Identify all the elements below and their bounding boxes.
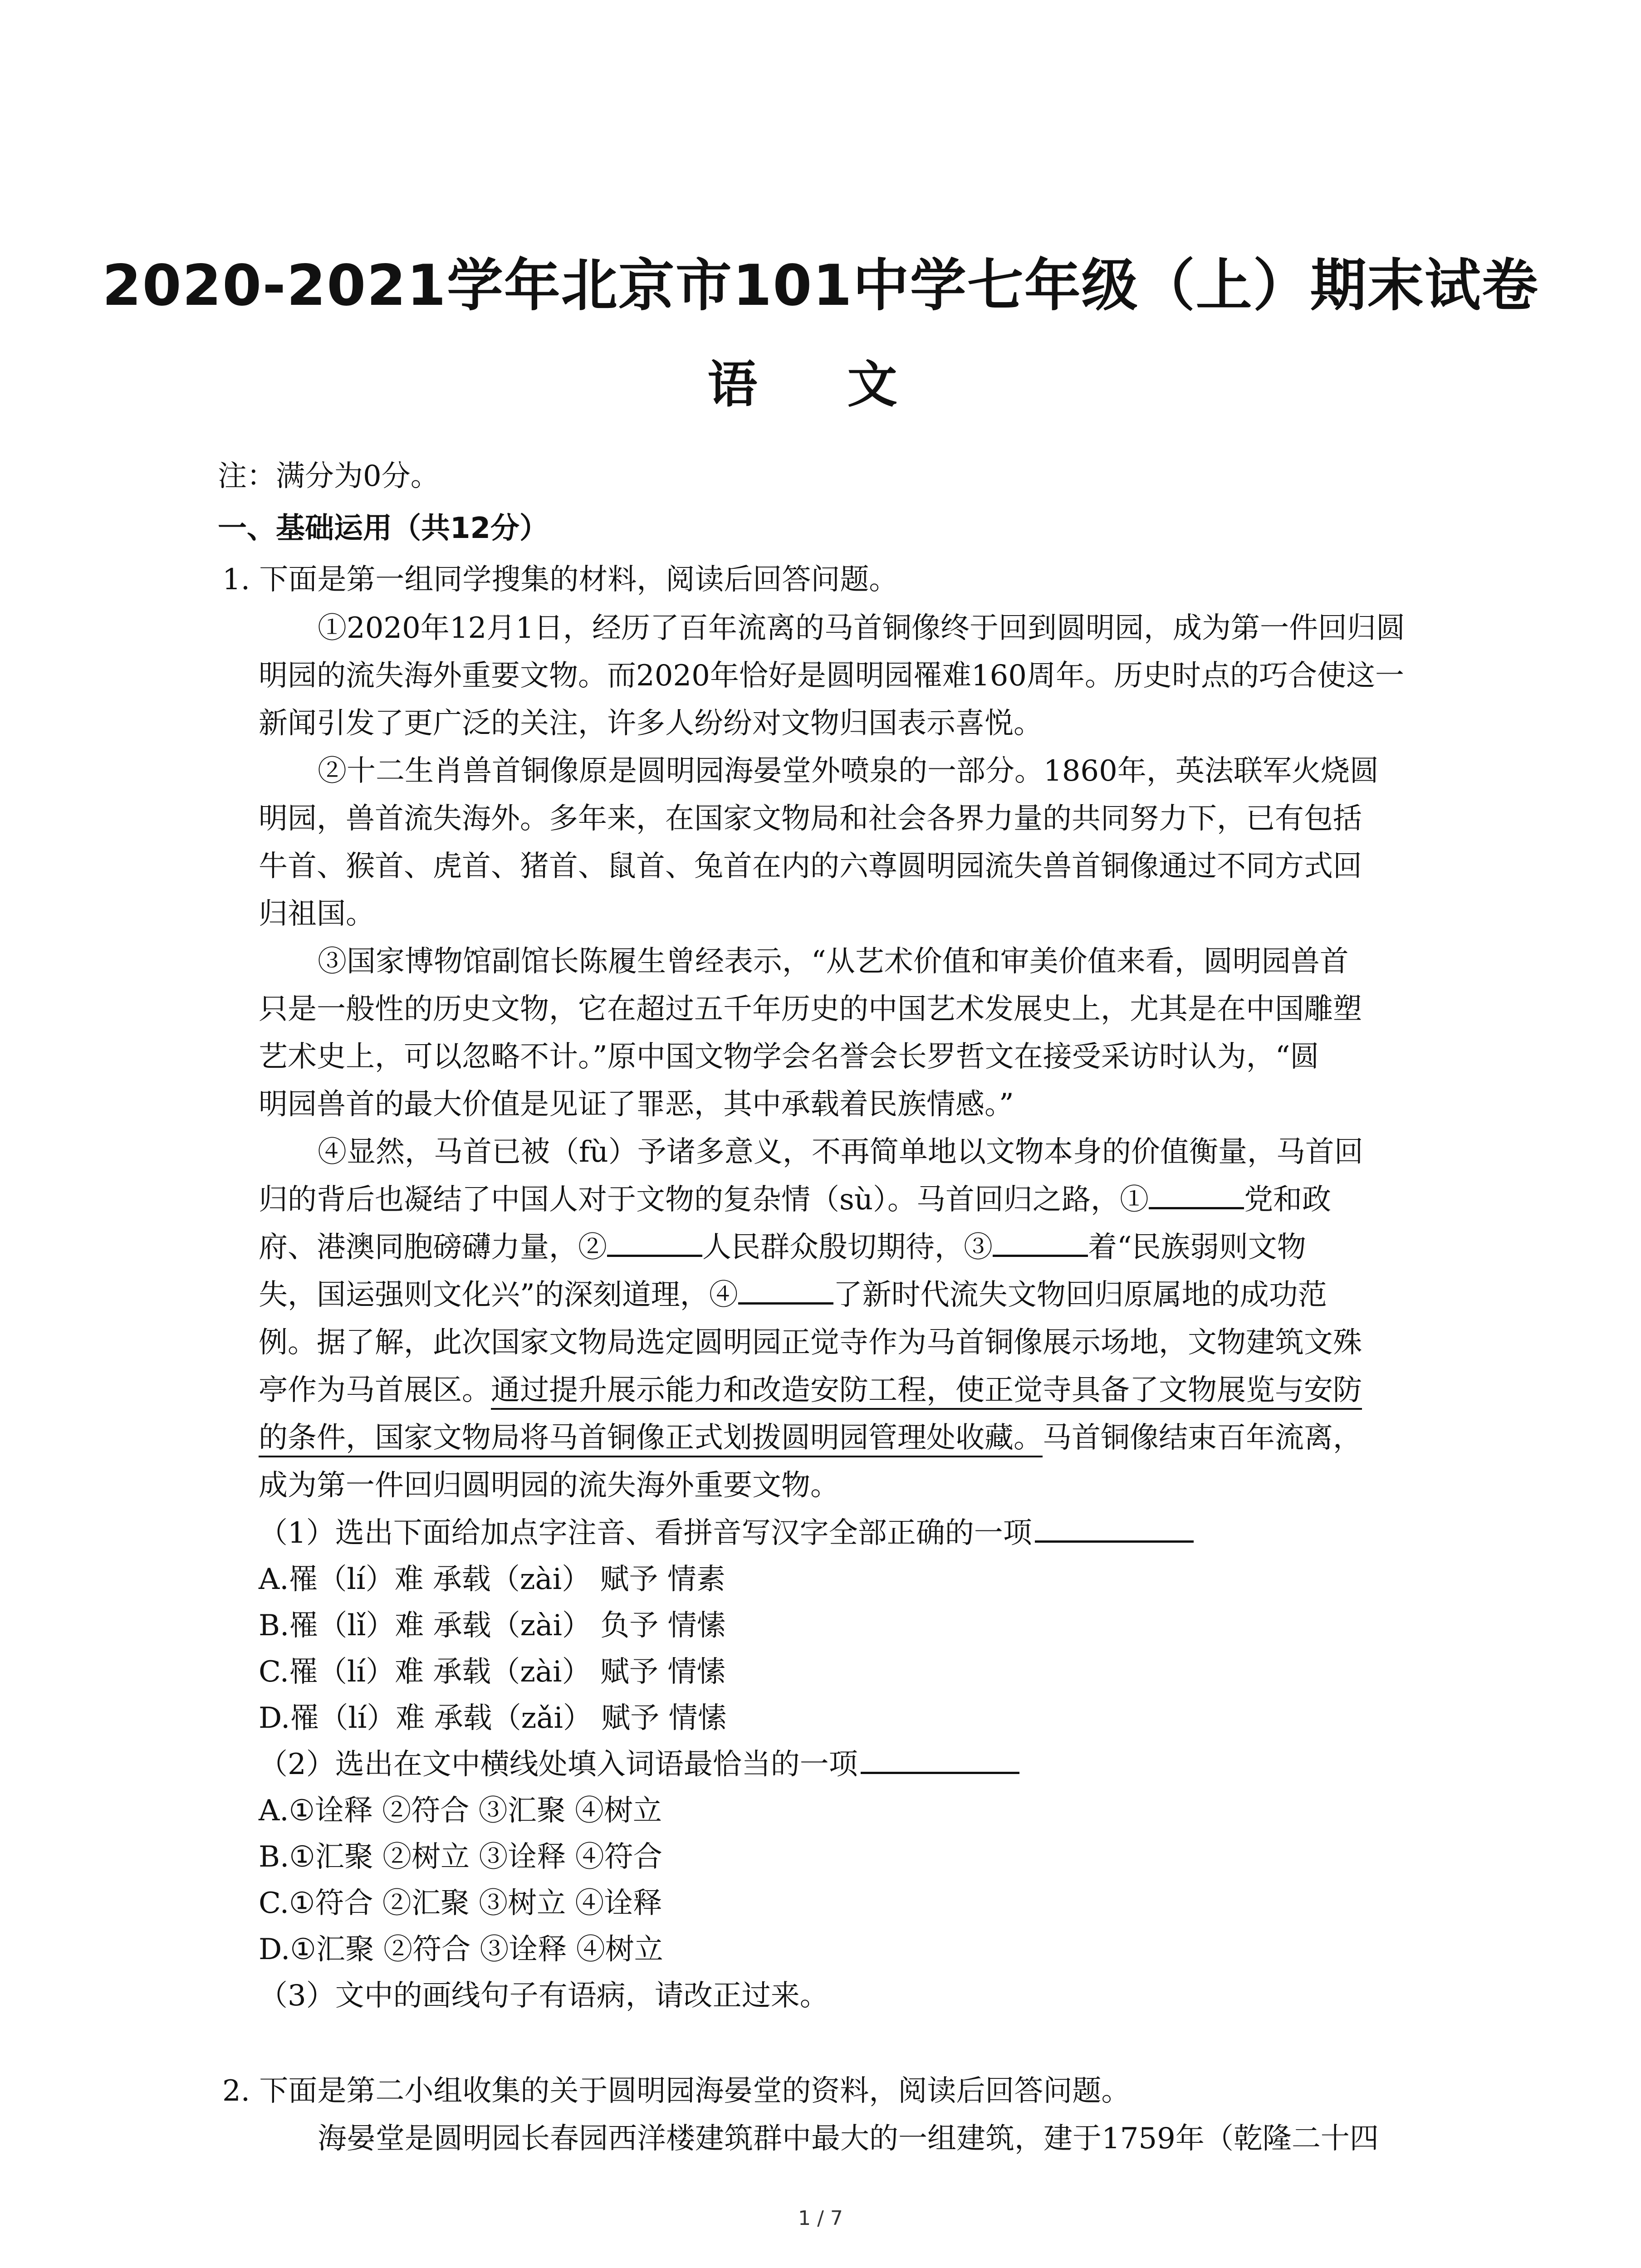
answer-blank — [1035, 1513, 1194, 1543]
option-a: A.①诠释 ②符合 ③汇聚 ④树立 — [259, 1794, 662, 1828]
underlined-sentence: 通过提升展示能力和改造安防工程，使正觉寺具备了文物展览与安防 — [491, 1374, 1362, 1407]
passage-line: 艺术史上，可以忽略不计。”原中国文物学会名誉会长罗哲文在接受采访时认为，“圆 — [259, 1040, 1319, 1074]
sub-question-1-stem: （1）选出下面给加点字注音、看拼音写汉字全部正确的一项 — [259, 1510, 1194, 1556]
passage-line: 的条件，国家文物局将马首铜像正式划拨圆明园管理处收藏。马首铜像结束百年流离， — [259, 1421, 1362, 1455]
passage-line: 府、港澳同胞磅礴力量，② 人民群众殷切期待，③ 着“民族弱则文物 — [259, 1225, 1306, 1270]
passage-line: ③国家博物馆副馆长陈履生曾经表示，“从艺术价值和审美价值来看，圆明园兽首 — [318, 945, 1349, 978]
option-a: A.罹（lí）难 承载（zài） 赋予 情素 — [259, 1563, 725, 1596]
section-heading: 一、基础运用（共12分） — [218, 512, 549, 545]
underlined-sentence: 的条件，国家文物局将马首铜像正式划拨圆明园管理处收藏。 — [259, 1421, 1043, 1455]
fill-blank-1 — [1149, 1180, 1244, 1209]
option-b: B.①汇聚 ②树立 ③诠释 ④符合 — [259, 1840, 662, 1874]
passage-line: 牛首、猴首、虎首、猪首、鼠首、兔首在内的六尊圆明园流失兽首铜像通过不同方式回 — [259, 850, 1362, 883]
passage-line: 归祖国。 — [259, 897, 375, 931]
subject-title: 语 文 — [707, 356, 934, 414]
answer-blank — [861, 1745, 1019, 1774]
passage-line: ①2020年12月1日，经历了百年流离的马首铜像终于回到圆明园，成为第一件回归圆 — [318, 611, 1406, 645]
sub-question-3-stem: （3）文中的画线句子有语病，请改正过来。 — [259, 1979, 829, 2013]
question-1-stem: 1. 下面是第一组同学搜集的材料，阅读后回答问题。 — [222, 563, 898, 596]
passage-line: 明园兽首的最大价值是见证了罪恶，其中承载着民族情感。” — [259, 1088, 1014, 1121]
score-note: 注：满分为0分。 — [218, 459, 440, 493]
question-2-stem: 2. 下面是第二小组收集的关于圆明园海晏堂的资料，阅读后回答问题。 — [222, 2074, 1131, 2108]
sub-question-2-stem: （2）选出在文中横线处填入词语最恰当的一项 — [259, 1742, 1019, 1787]
passage-line: 新闻引发了更广泛的关注，许多人纷纷对文物归国表示喜悦。 — [259, 707, 1043, 740]
passage-line: 明园，兽首流失海外。多年来，在国家文物局和社会各界力量的共同努力下，已有包括 — [259, 802, 1362, 836]
passage-line: 海晏堂是圆明园长春园西洋楼建筑群中最大的一组建筑，建于1759年（乾隆二十四 — [318, 2122, 1379, 2156]
option-d: D.罹（lí）难 承载（zǎi） 赋予 情愫 — [259, 1701, 727, 1735]
passage-line: 失，国运强则文化兴”的深刻道理，④ 了新时代流失文物回归原属地的成功范 — [259, 1272, 1327, 1318]
option-d: D.①汇聚 ②符合 ③诠释 ④树立 — [259, 1933, 663, 1966]
passage-line: ②十二生肖兽首铜像原是圆明园海晏堂外喷泉的一部分。1860年，英法联军火烧圆 — [318, 754, 1379, 788]
fill-blank-3 — [993, 1227, 1088, 1257]
passage-line: 成为第一件回归圆明园的流失海外重要文物。 — [259, 1469, 839, 1502]
page-number: 1 / 7 — [798, 2207, 843, 2230]
passage-line: ④显然，马首已被（fù）予诸多意义，不再简单地以文物本身的价值衡量，马首回 — [318, 1135, 1363, 1169]
fill-blank-2 — [607, 1227, 702, 1257]
passage-line: 例。据了解，此次国家文物局选定圆明园正觉寺作为马首铜像展示场地，文物建筑文殊 — [259, 1326, 1362, 1359]
option-b: B.罹（lǐ）难 承载（zài） 负予 情愫 — [259, 1609, 726, 1642]
option-c: C.①符合 ②汇聚 ③树立 ④诠释 — [259, 1887, 662, 1920]
passage-line: 只是一般性的历史文物，它在超过五千年历史的中国艺术发展史上，尤其是在中国雕塑 — [259, 992, 1362, 1026]
option-c: C.罹（lí）难 承载（zài） 赋予 情愫 — [259, 1655, 726, 1689]
passage-line: 归的背后也凝结了中国人对于文物的复杂情（sù）。马首回归之路，① 党和政 — [259, 1177, 1331, 1222]
passage-line: 明园的流失海外重要文物。而2020年恰好是圆明园罹难160周年。历史时点的巧合使这一 — [259, 659, 1405, 693]
passage-line: 亭作为马首展区。通过提升展示能力和改造安防工程，使正觉寺具备了文物展览与安防 — [259, 1374, 1362, 1407]
exam-title: 2020-2021学年北京市101中学七年级（上）期末试卷 — [102, 253, 1539, 318]
fill-blank-4 — [738, 1275, 833, 1305]
